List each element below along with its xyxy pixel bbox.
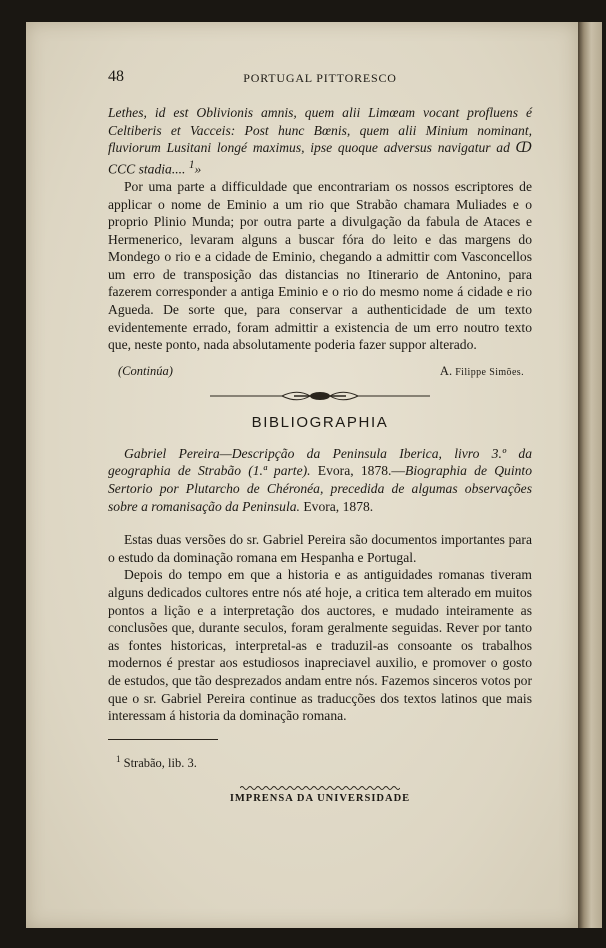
author-initial: A.: [439, 363, 453, 378]
ornament-divider: [210, 390, 430, 402]
review-paragraph-2: Depois do tempo em que a historia e as antiguidades romanas tiveram alguns dedicados cultores entre nós até hoje, a critica tem alterado em muitos pontos a lição e a interpretação dos auctores, e mudado inteiramente as conclusões que, durante seculos, foram geralmente seguidas. Rever por tanto as fontes historicas, interpretal-as e traduzil-as consoante os trabalhos modernos é prestar aos estudiosos inapreciavel auxilio, e promover o gosto de estudos, que tão desprezados andam entre nós. Fazemos sinceros votos por que o sr. Gabriel Pereira continue as traducções dos textos latinos que mais interessam á historia da dominação romana.: [108, 567, 532, 724]
quote-close: »: [194, 161, 202, 177]
footnote-ref: 1: [188, 158, 195, 171]
author-name: Filippe Simões.: [455, 366, 524, 378]
imprint: [108, 785, 532, 804]
running-title: PORTUGAL PITTORESCO: [243, 71, 397, 85]
review-paragraph-1: Estas duas versões do sr. Gabriel Pereira são documentos importantes para o estudo da dominação romana em Hespanha e Portugal.: [108, 532, 532, 565]
footnote-rule: [108, 739, 218, 740]
footnote: [108, 754, 532, 771]
bibliography-place-b: Evora, 1878.: [299, 498, 374, 514]
latin-quote: [108, 104, 532, 178]
footnote-marker: 1: [116, 753, 121, 764]
page-header: [108, 68, 532, 104]
signature-line: [108, 364, 532, 386]
bibliography-title-a: Gabriel Pereira—Descripção da Peninsula Iberica, livro 3.º da geographia de Strabão (1.ª parte).: [108, 445, 532, 479]
book-spine: [578, 22, 602, 928]
page-content: [108, 68, 532, 804]
bibliography-title-b: Biographia de Quinto Sertorio por Plutarcho de Chéronéa, precedida de algumas observações sobre a romanisação da Peninsula.: [108, 463, 532, 514]
bibliography-place-a: Evora, 1878.—: [310, 463, 406, 479]
body-paragraph: Por uma parte a difficuldade que encontrariam os nossos escriptores de applicar o nome de Eminio a um rio que Strabão chamara Muliades e o proprio Plinio Munda; por outra parte a divulgação da fabula de Ataces e Hermenerico, levaram alguns a buscar fóra do leito e das margens do Mondego o rio e a cidade de Eminio, chegando a admittir com Vasconcellos um erro de transposição das distancias no Itinerario de Antonino, para fazerem corresponder a antiga Eminio e o rio do mesmo nome á cidade e rio Agueda. De sorte que, para conservar a authenticidade de um texto evidentemente errado, foram admittir a existencia de um erro noutro texto que, neste ponto, nada absolutamente poderia fazer suppor alterado.: [108, 178, 532, 353]
bibliography-entry: [108, 445, 532, 515]
wavy-rule: [240, 785, 400, 791]
continua-label: (Continúa): [118, 363, 173, 378]
latin-quote-text: Lethes, id est Oblivionis amnis, quem alii Limœam vocant profluens é Celtiberis et Vacceis: Post hunc Bœnis, quem alii Minium nominant, fluviorum Lusitani longé maximus, ipse quoque adversus navigatur ad ↀ CCC stadia....: [108, 105, 532, 177]
footnote-text: Strabão, lib. 3.: [123, 755, 197, 770]
author-signature: [440, 364, 524, 379]
section-title: BIBLIOGRAPHIA: [251, 413, 389, 431]
imprint-text: IMPRENSA DA UNIVERSIDADE: [229, 792, 411, 804]
page-number: 48: [108, 68, 124, 85]
